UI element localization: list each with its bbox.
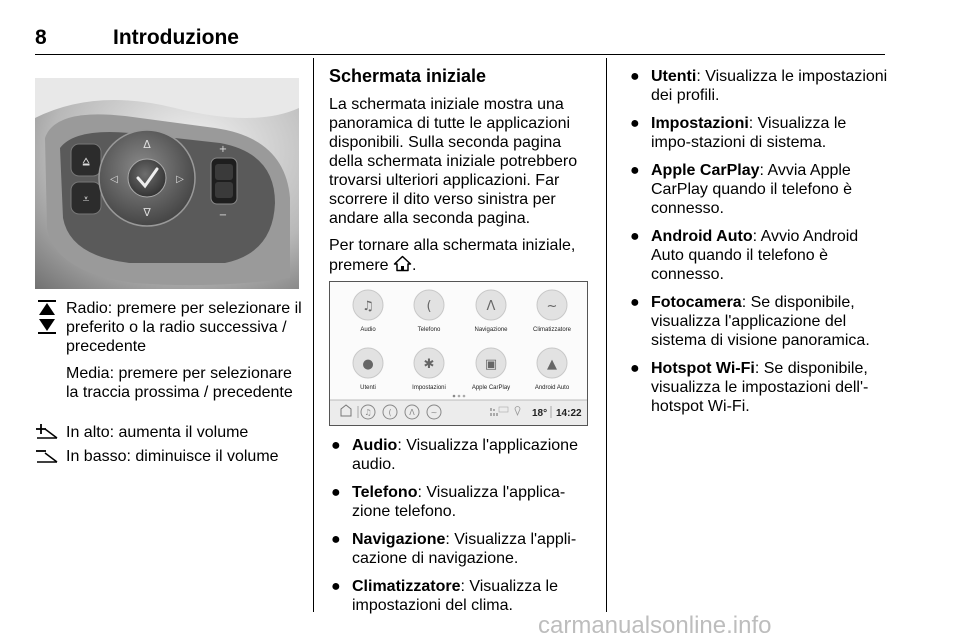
steering-wheel-controls-illustration [35,78,299,289]
bullet-text: : Visualizza l'applicazione audio. [352,437,578,473]
bullet-text: : Visualizza l'appli-cazione di navigazione. [352,531,577,567]
control-volume-up-text: In alto: aumenta il volume [66,424,249,441]
control-seek-text-radio: Radio: premere per selezionare il preferito o la radio successiva / precedente [66,300,302,355]
bullet-audio: ● Audio: Visualizza l'applicazione audio. [331,437,578,473]
bullet-term: Navigazione [352,531,446,548]
bullet-term: Impostazioni [651,115,749,132]
bullet-fotocamera: ● Fotocamera: Se disponibile, visualizza l'applicazione del sistema di visione panoramica. [630,294,870,349]
bullet-text: : Avvia Apple CarPlay quando il telefono è connesso. [651,162,853,217]
middle-column-text [329,66,591,283]
app-label: Telefono [417,327,441,333]
app-glyph: ✱ [423,357,435,372]
svg-text:Δ: Δ [143,138,151,151]
volume-up-icon [35,423,59,441]
bullet-navigazione: ● Navigazione: Visualizza l'appli-cazione di navigazione. [331,531,577,567]
svg-text:▷: ▷ [176,174,184,185]
column-divider-2 [606,58,607,612]
bullet-text: : Visualizza l'applica-zione telefono. [352,484,566,520]
app-glyph: ▲ [547,357,557,372]
bullet-term: Climatizzatore [352,578,461,595]
header-rule [35,54,885,55]
bullet-impostazioni: ● Impostazioni: Visualizza le impo-stazioni di sistema. [630,115,847,151]
app-tile[interactable] [535,348,570,391]
svg-text:−: − [218,210,228,221]
svg-text:∇: ∇ [143,206,151,219]
footer-watermark: carmanualsonline.info [538,612,772,639]
bullet-term: Android Auto [651,228,753,245]
home-paragraph-text: Per tornare alla schermata iniziale, premere [329,237,576,274]
right-bullets [628,67,888,425]
control-seek-text-media: Media: premere per selezionare la traccia prossima / precedente [66,365,293,401]
volume-down-icon [35,447,59,465]
bullet-text: : Visualizza le impo-stazioni di sistema. [651,115,847,151]
status-temperature: 18° [532,408,548,419]
app-tile[interactable] [474,290,508,333]
app-tile[interactable] [412,348,446,391]
bullet-term: Fotocamera [651,294,742,311]
app-glyph: ( [426,299,432,314]
bullet-term: Telefono [352,484,418,501]
app-label: Climatizzatore [532,327,572,333]
bullet-term: Apple CarPlay [651,162,760,179]
home-paragraph-end: . [412,257,417,274]
app-label: Impostazioni [412,385,446,391]
svg-text:Λ: Λ [409,408,415,417]
bullet-utenti: ● Utenti: Visualizza le impostazioni dei profili. [630,68,888,104]
svg-text:◁: ◁ [110,174,118,185]
bullet-text: : Se disponibile, visualizza le impostazioni dell'-hotspot Wi-Fi. [651,360,869,415]
bullet-telefono: ● Telefono: Visualizza l'applica-zione telefono. [331,484,566,520]
svg-text:~: ~ [430,408,438,417]
app-label: Audio [360,327,376,333]
section-heading: Schermata iniziale [329,66,487,86]
bullet-term: Utenti [651,68,697,85]
status-time: 14:22 [556,408,582,419]
app-label: Android Auto [534,385,570,391]
app-label: Utenti [360,385,376,391]
svg-text:⩠: ⩠ [82,154,90,168]
bullet-text: : Avvio Android Auto quando il telefono è connesso. [651,228,859,283]
bullet-android-auto: ● Android Auto: Avvio Android Auto quando il telefono è connesso. [630,228,859,283]
home-paragraph [329,236,591,275]
app-glyph: ● [362,357,374,372]
page-number: 8 [35,26,47,49]
bullet-text: : Se disponibile, visualizza l'applicazione del sistema di visione panoramica. [651,294,870,349]
seek-up-down-icon [35,299,59,339]
svg-text:⩡: ⩡ [82,192,90,206]
svg-text:(: ( [388,408,392,417]
bullet-term: Hotspot Wi-Fi [651,360,755,377]
column-divider-1 [313,58,314,612]
home-screen-illustration [329,281,588,426]
app-glyph: ▣ [484,357,498,372]
control-volume-down-text: In basso: diminuisce il volume [66,448,279,465]
app-tile[interactable] [414,290,444,333]
home-icon [393,255,412,272]
bullet-term: Audio [352,437,398,454]
app-glyph: ~ [546,299,558,314]
app-label: Navigazione [474,327,508,333]
app-glyph: ♫ [362,299,374,314]
middle-bullets [329,436,591,624]
bullet-text: : Visualizza le impostazioni del clima. [352,578,558,614]
app-label: Apple CarPlay [471,385,511,391]
intro-paragraph: La schermata iniziale mostra una panoramica di tutte le applicazioni disponibili. Sulla seconda pagina della schermata iniziale potrebbero trovarsi ulteriori applicazioni. Far scorrere il dito verso sinistra per andare alla seconda pagina. [329,96,578,227]
bullet-apple-carplay: ● Apple CarPlay: Avvia Apple CarPlay quando il telefono è connesso. [630,162,853,217]
svg-text:♫: ♫ [364,408,372,417]
app-glyph: Λ [486,299,496,314]
page-title: Introduzione [113,26,239,49]
bullet-text: : Visualizza le impostazioni dei profili. [651,68,888,104]
bullet-climatizzatore: ● Climatizzatore: Visualizza le impostazioni del clima. [331,578,558,614]
svg-text:+: + [218,144,228,155]
bullet-hotspot-wifi: ● Hotspot Wi-Fi: Se disponibile, visualizza le impostazioni dell'-hotspot Wi-Fi. [630,360,869,415]
